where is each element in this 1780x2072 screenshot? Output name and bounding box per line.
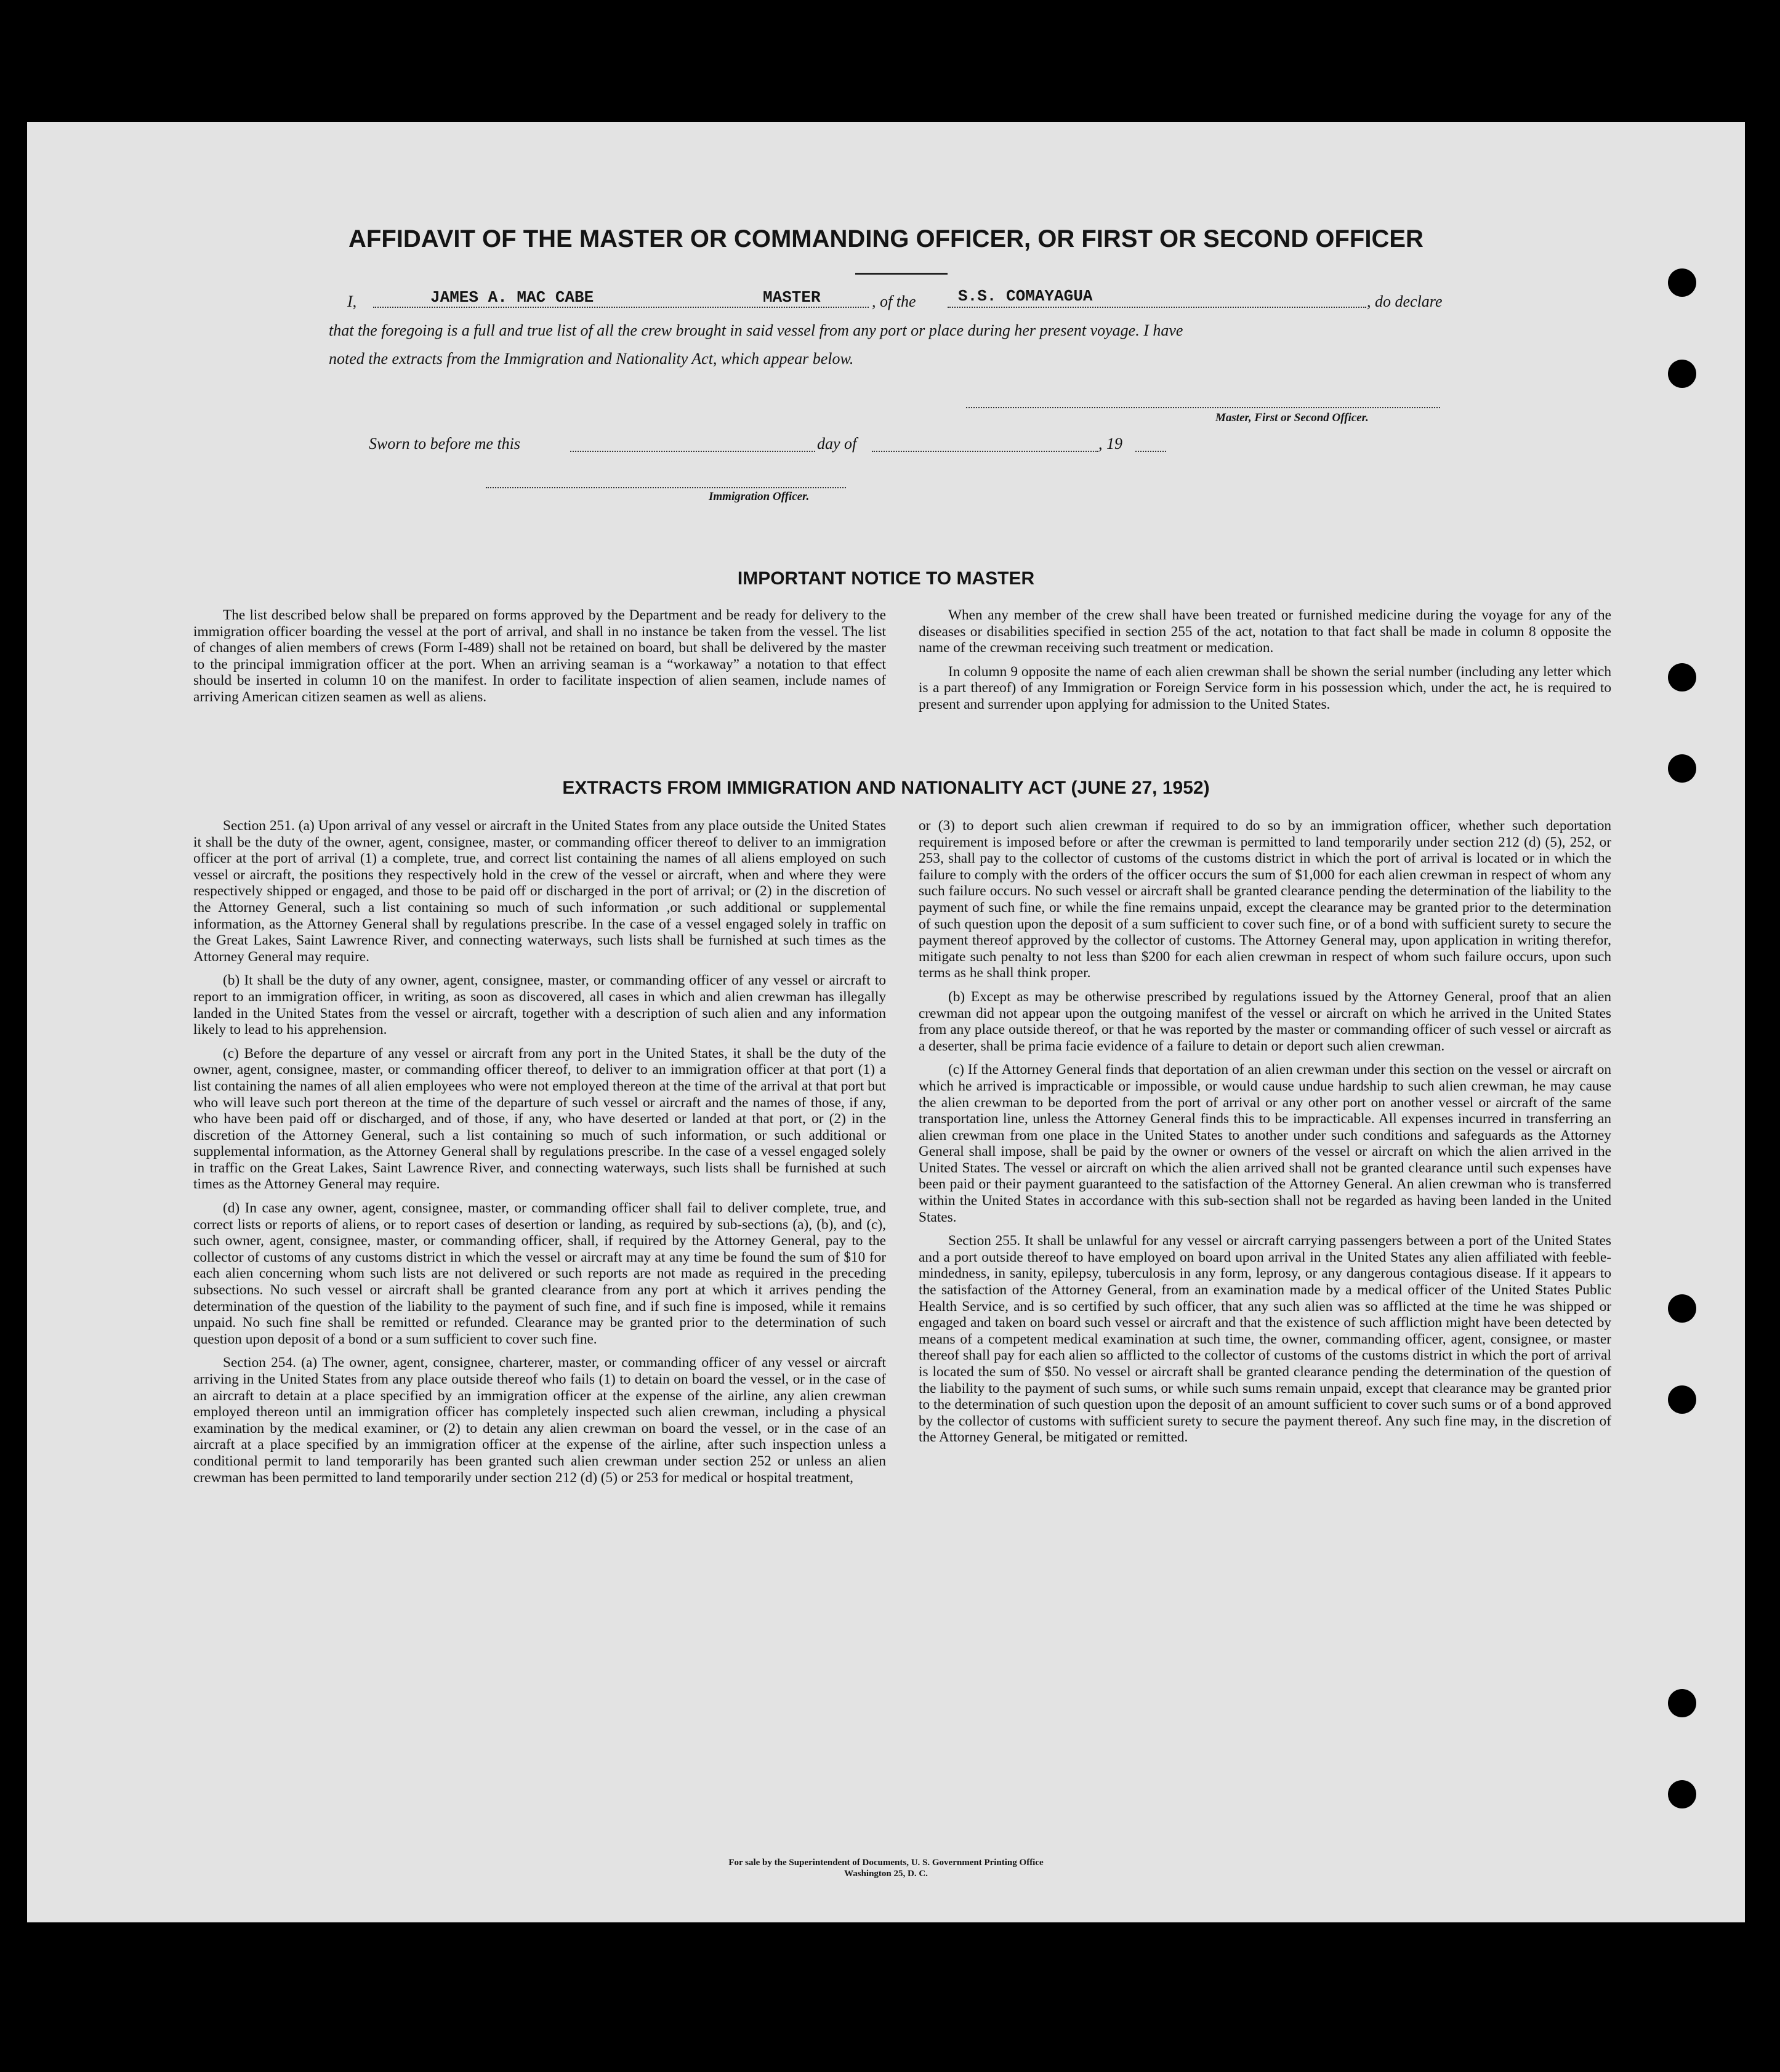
binder-hole	[1668, 268, 1696, 297]
title-rule	[855, 273, 948, 275]
sworn-year-line	[1135, 433, 1166, 452]
binder-hole	[1668, 754, 1696, 783]
section-251-a: Section 251. (a) Upon arrival of any vessel or aircraft in the United States from any place outside the United States it shall be the duty of the owner, agent, consignee, master, or commanding officer thereof to deliver to an immigration officer at the port of arrival (1) a complete, true, and correct list containing the names of all aliens employed on such vessel or aircraft, the positions they respectively hold in the crew of the vessel or aircraft, when and where they were respectively shipped or engaged, and those to be paid off or discharged in the port of arrival; or (2) in the discretion of the Attorney General, such a list containing so much of such information ,or such additional or supplemental information, as the Attorney General shall by regulations prescribe. In the case of a vessel engaged solely in traffic on the Great Lakes, Saint Lawrence River, and connecting waterways, such lists shall be furnished at such times as the Attorney General may require.	[193, 818, 886, 965]
section-251-d: (d) In case any owner, agent, consignee, master, or commanding officer shall fail to deliver complete, true, and correct lists or reports of aliens, or to report cases of desertion or landing, as required by sub-sections (a), (b), and (c), such owner, agent, consignee, master, or commanding officer, shall, if required by the Attorney General, pay to the collector of customs of any customs district in which the vessel or aircraft may at any time be found the sum of $10 for each alien concerning whom such lists are not delivered or such reports are not made as required in the preceding subsections. No such vessel or aircraft shall be granted clearance from any port at which it arrives pending the determination of the question of the liability to the payment of such fine, and if such fine is imposed, while it remains unpaid. No such fine shall be remitted or refunded. Clearance may be granted prior to the determination of such question upon deposit of a bond or a sum sufficient to cover such fine.	[193, 1200, 886, 1347]
declaration-text-line2: noted the extracts from the Immigration and Nationality Act, which appear below.	[329, 350, 854, 368]
section-254-b: (b) Except as may be otherwise prescribed by regulations issued by the Attorney General, proof that an alien crewman did not appear upon the outgoing manifest of the vessel or aircraft on which he arrived in the United States from any place outside thereof, or that he was reported by the master or commanding officer of such vessel or aircraft as a deserter, shall be prima facie evidence of a failure to detain or deport such alien crewman.	[919, 988, 1611, 1054]
binder-hole	[1668, 663, 1696, 691]
binder-hole	[1668, 360, 1696, 388]
binder-hole	[1668, 1385, 1696, 1414]
immigration-officer-line	[486, 482, 846, 488]
sworn-month-line	[872, 433, 1098, 452]
signature-line	[966, 402, 1440, 408]
sworn-day-line	[570, 433, 815, 452]
binder-hole	[1668, 1294, 1696, 1323]
extracts-heading: EXTRACTS FROM IMMIGRATION AND NATIONALITY ACT (JUNE 27, 1952)	[562, 778, 1210, 798]
notice-left-paragraph: The list described below shall be prepared on forms approved by the Department and be ready for delivery to the immigration officer boarding the vessel at the port of arrival, and shall in no instance be taken from the vessel. The list of changes of alien members of crews (Form I-489) shall not be retained on board, but shall be delivered by the master to the principal immigration officer at the port. When an arriving seaman is a “workaway” a notation to that effect should be inserted in column 10 on the manifest. In order to facilitate inspection of alien seamen, include names of arriving American citizen seamen as well as aliens.	[193, 607, 886, 705]
section-254-a-continued: or (3) to deport such alien crewman if required to do so by an immigration officer, whether such deportation requirement is imposed before or after the crewman is permitted to land temporarily under section 212 (d) (5), 252, or 253, shall pay to the collector of customs of the customs district in which the port of arrival is located or in which the failure to comply with the orders of the officer occurs the sum of $1,000 for each alien crewman in respect of whom any such failure occurs. No such vessel or aircraft shall be granted clearance pending the determination of the liability to the payment of such fine, or while the fine remains unpaid, except the clearance may be granted prior to the determination of such question upon the deposit of a sum sufficient to cover such fine, or of a bond with sufficient surety to secure the payment thereof approved by the collector of customs. The Attorney General may, upon application in writing therefor, mitigate such penalty to not less than $200 for each alien crewman in respect of whom such failure occurs, upon such terms as he shall think proper.	[919, 818, 1611, 982]
section-251-b: (b) It shall be the duty of any owner, agent, consignee, master, or commanding officer of any vessel or aircraft to report to an immigration officer, in writing, as soon as discovered, all cases in which and alien crewman has illegally landed in the United States from the vessel or aircraft, together with a description of such alien and any information likely to lead to his apprehension.	[193, 972, 886, 1038]
of-the-label: , of the	[872, 292, 916, 310]
master-rank: MASTER	[763, 288, 821, 307]
day-of-label: day of	[817, 435, 857, 453]
section-254-a: Section 254. (a) The owner, agent, consignee, charterer, master, or commanding officer of any vessel or aircraft arriving in the United States from any place outside thereof who fails (1) to detain on board the vessel, or in the case of an aircraft to detain at a place specified by an immigration officer at the expense of the airline, any alien crewman employed thereon until an immigration officer has completely inspected such alien crewman, including a physical examination by the medical examiner, or (2) to detain any alien crewman on board the vessel, or in the case of an aircraft at a place specified by an immigration officer at the expense of the airline, after such inspection unless a conditional permit to land temporarily has been granted such alien crewman under section 252 or unless an alien crewman has been permitted to land temporarily under section 212 (d) (5) or 253 for medical or hospital treatment,	[193, 1355, 886, 1486]
footer-location: Washington 25, D. C.	[844, 1869, 928, 1879]
notice-right-paragraph-1: When any member of the crew shall have been treated or furnished medicine during the voyage for any of the diseases or disabilities specified in section 255 of the act, notation to that fact shall be made in column 8 opposite the name of the crewman receiving such treatment or medication.	[919, 607, 1611, 656]
extracts-right-column	[919, 818, 1611, 1453]
immigration-officer-label: Immigration Officer.	[709, 490, 810, 503]
extracts-left-column	[193, 818, 886, 1493]
notice-left-column	[193, 607, 886, 713]
year-label: , 19	[1098, 435, 1122, 453]
affidavit-title: AFFIDAVIT OF THE MASTER OR COMMANDING OFFICER, OR FIRST OR SECOND OFFICER	[348, 225, 1424, 252]
do-declare-label: , do declare	[1367, 292, 1443, 310]
section-255: Section 255. It shall be unlawful for any vessel or aircraft carrying passengers between a port of the United States and a port outside thereof to have employed on board upon arrival in the United States any alien affiliated with feeble-mindedness, in sanity, epilepsy, tuberculosis in any form, leprosy, or any dangerous contagious disease. If it appears to the satisfaction of the Attorney General, from an examination made by a medical officer of the United States Public Health Service, and is so certified by such officer, that any such alien was so afflicted at the time he was shipped or engaged and taken on board such vessel or aircraft and that the existence of such affliction might have been detected by means of a competent medical examination at such time, the owner, commanding officer, agent, consignee, or master thereof shall pay for each alien so afflicted to the collector of customs of the customs district in which the port of arrival is located the sum of $50. No vessel or aircraft shall be granted clearance pending the determination of the question of the liability to the payment of such sums, or while such sums remain unpaid, except that clearance may be granted prior to the determination of such question upon the deposit of an amount sufficient to cover such sums or of a bond approved by the collector of customs with sufficient surety to secure the payment thereof. Any such fine may, in the discretion of the Attorney General, be mitigated or remitted.	[919, 1233, 1611, 1446]
signature-label: Master, First or Second Officer.	[1215, 411, 1369, 424]
vessel-name: S.S. COMAYAGUA	[958, 287, 1093, 305]
footer-printing-office: For sale by the Superintendent of Documents, U. S. Government Printing Office	[728, 1858, 1044, 1868]
notice-right-paragraph-2: In column 9 opposite the name of each alien crewman shall be shown the serial number (including any letter which is a part thereof) of any Immigration or Foreign Service form in his possession which, under the act, he is required to present and surrender upon applying for admission to the United States.	[919, 663, 1611, 712]
section-254-c: (c) If the Attorney General finds that deportation of an alien crewman under this section on the vessel or aircraft on which he arrived is impracticable or impossible, or would cause undue hardship to such alien crewman, he may cause the alien crewman to be deported from the port of arrival or any other port on another vessel or aircraft of the same transportation line, unless the Attorney General finds this to be impracticable. All expenses incurred in transferring an alien crewman from one place in the United States to another under such conditions and safeguards as the Attorney General shall impose, shall be paid by the owner or owners of the vessel or aircraft on which the alien arrived in the United States. The vessel or aircraft on which the alien arrived shall not be granted clearance until such expenses have been paid or their payment guaranteed to the satisfaction of the Attorney General. An alien crewman who is transferred within the United States in accordance with this sub-section shall not be regarded as having been landed in the United States.	[919, 1062, 1611, 1225]
binder-hole	[1668, 1689, 1696, 1717]
section-251-c: (c) Before the departure of any vessel or aircraft from any port in the United States, it shall be the duty of the owner, agent, consignee, master, or commanding officer thereof, to deliver to an immigration officer at that port (1) a list containing the names of all alien employees who were not employed thereon at the time of the arrival at that port but who will leave such port thereon at the time of the departure of such vessel or aircraft and the names of those, if any, who have been paid off or discharged, and of those, if any, who have deserted or landed at that port, or (2) in the discretion of the Attorney General, such a list containing so much of such information, or such additional or supplemental information, as the Attorney General shall by regulations prescribe. In the case of a vessel engaged solely in traffic on the Great Lakes, Saint Lawrence River, and connecting waterways, such lists shall be furnished at such times as the Attorney General may require.	[193, 1045, 886, 1193]
binder-hole	[1668, 1780, 1696, 1808]
notice-heading: IMPORTANT NOTICE TO MASTER	[737, 568, 1035, 589]
declaration-text-line1: that the foregoing is a full and true list of all the crew brought in said vessel from any port or place during her present voyage. I have	[329, 321, 1183, 339]
notice-right-column	[919, 607, 1611, 720]
declaration-pronoun: I,	[347, 292, 357, 310]
document-page	[27, 122, 1745, 1922]
sworn-prefix: Sworn to before me this	[369, 435, 521, 453]
master-name: JAMES A. MAC CABE	[430, 288, 594, 307]
